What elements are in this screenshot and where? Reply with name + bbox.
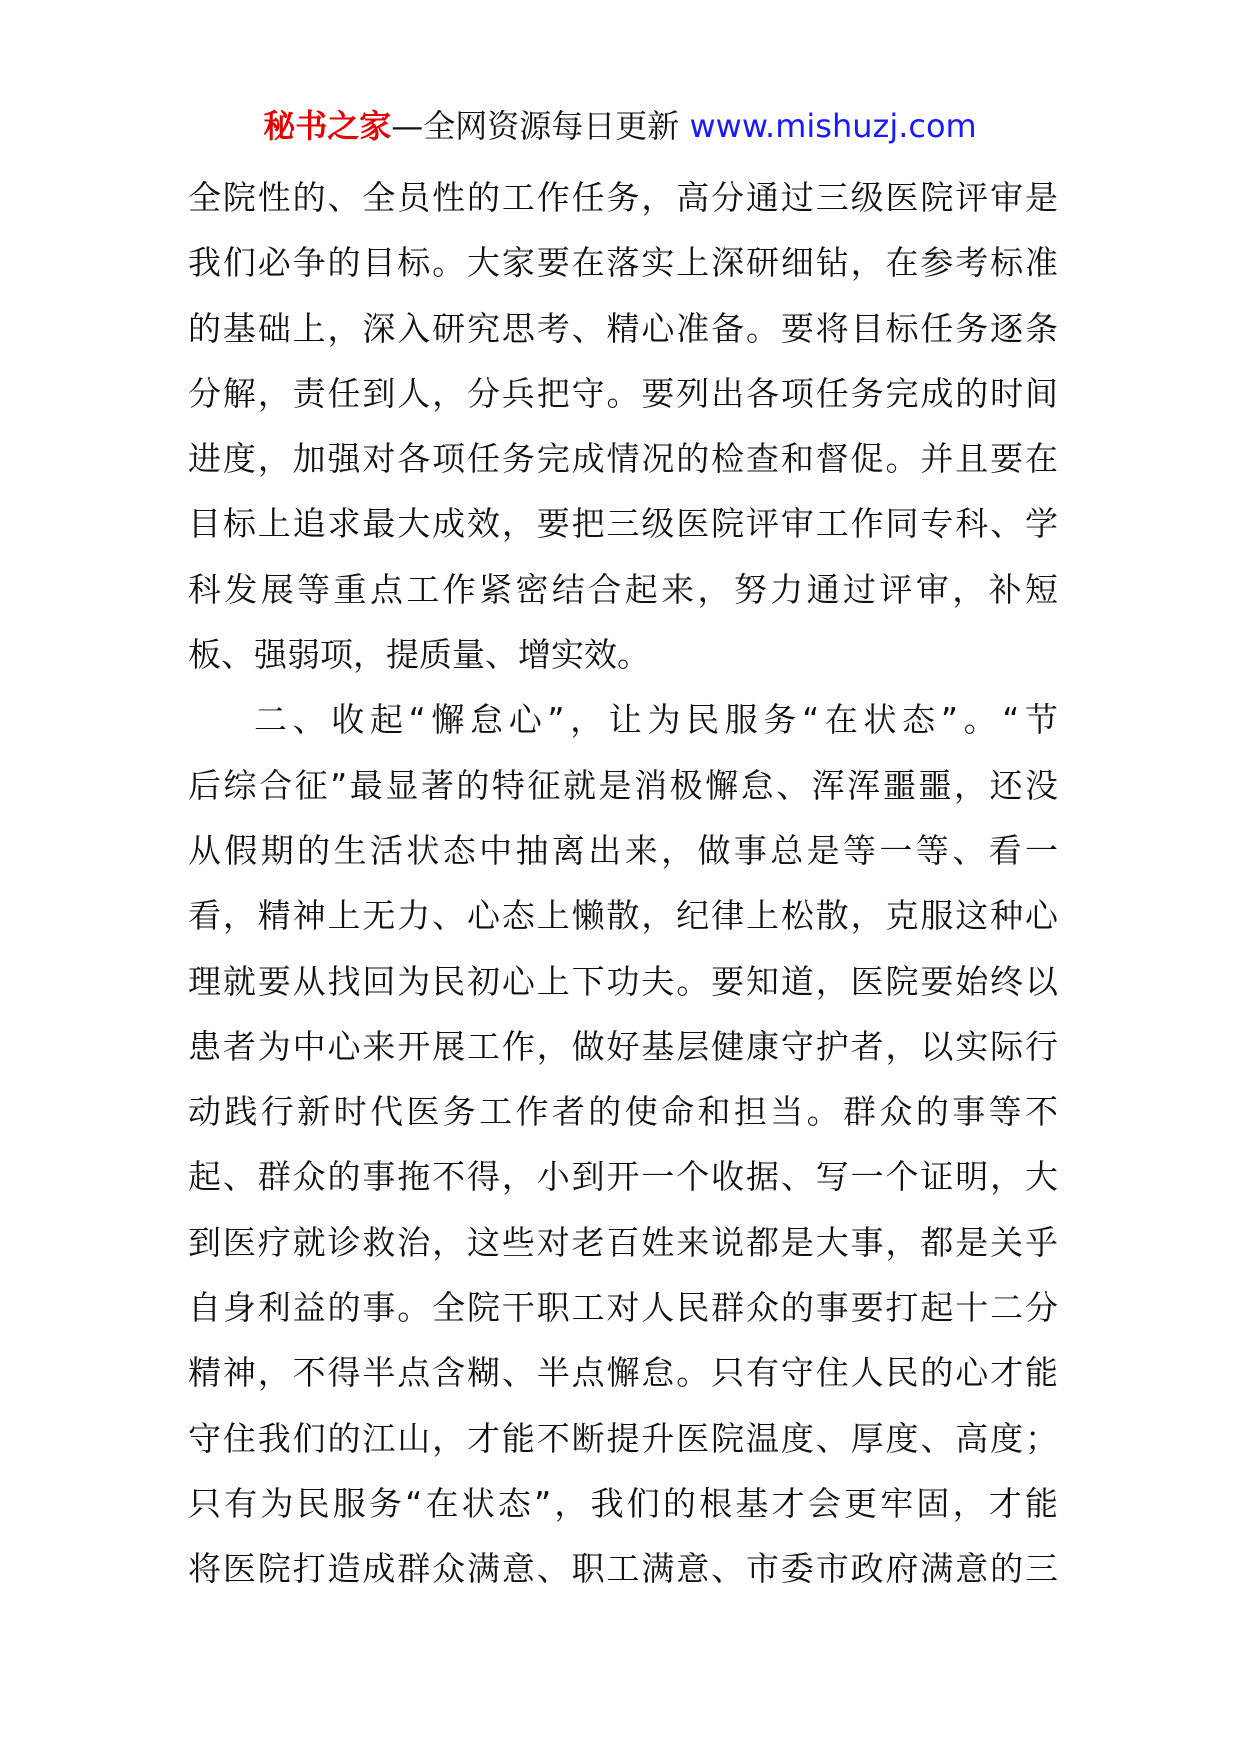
body-line: 只有为民服务“在状态”，我们的根基才会更牢固，才能 (188, 1483, 1058, 1523)
document-body (188, 165, 1058, 1602)
section-heading-line: 二、收起“懈怠心”，让为民服务“在状态”。“节 (254, 700, 1058, 740)
site-header (0, 104, 1240, 148)
body-line: 科发展等重点工作紧密结合起来，努力通过评审，补短 (188, 569, 1058, 609)
body-line: 全院性的、全员性的工作任务，高分通过三级医院评审是 (188, 178, 1058, 217)
body-line: 到医疗就诊救治，这些对老百姓来说都是大事，都是关乎 (188, 1222, 1058, 1262)
body-line: 板、强弱项，提质量、增实效。 (188, 635, 650, 675)
site-brand: 秘书之家 (263, 107, 392, 145)
body-line: 后综合征”最显著的特征就是消极懈怠、浑浑噩噩，还没 (188, 765, 1058, 805)
body-line: 分解，责任到人，分兵把守。要列出各项任务完成的时间 (188, 373, 1058, 413)
body-line: 从假期的生活状态中抽离出来，做事总是等一等、看一 (188, 830, 1058, 870)
site-slogan: —全网资源每日更新 (391, 107, 690, 145)
body-line: 目标上追求最大成效，要把三级医院评审工作同专科、学 (188, 504, 1058, 544)
site-url: www.mishuzj.com (689, 107, 977, 145)
body-line: 精神，不得半点含糊、半点懈怠。只有守住人民的心才能 (188, 1353, 1058, 1393)
body-line: 将医院打造成群众满意、职工满意、市委市政府满意的三 (188, 1549, 1058, 1589)
body-line: 起、群众的事拖不得，小到开一个收据、写一个证明，大 (188, 1157, 1058, 1197)
body-line: 自身利益的事。全院干职工对人民群众的事要打起十二分 (188, 1288, 1058, 1328)
body-line: 患者为中心来开展工作，做好基层健康守护者，以实际行 (188, 1026, 1058, 1066)
body-line: 守住我们的江山，才能不断提升医院温度、厚度、高度； (188, 1418, 1058, 1458)
body-line: 的基础上，深入研究思考、精心准备。要将目标任务逐条 (188, 308, 1058, 348)
body-line: 进度，加强对各项任务完成情况的检查和督促。并且要在 (188, 439, 1058, 479)
body-line: 看，精神上无力、心态上懒散，纪律上松散，克服这种心 (188, 896, 1058, 936)
body-line: 理就要从找回为民初心上下功夫。要知道，医院要始终以 (188, 961, 1058, 1001)
body-line: 我们必争的目标。大家要在落实上深研细钻，在参考标准 (188, 243, 1058, 283)
body-line: 动践行新时代医务工作者的使命和担当。群众的事等不 (188, 1092, 1058, 1132)
